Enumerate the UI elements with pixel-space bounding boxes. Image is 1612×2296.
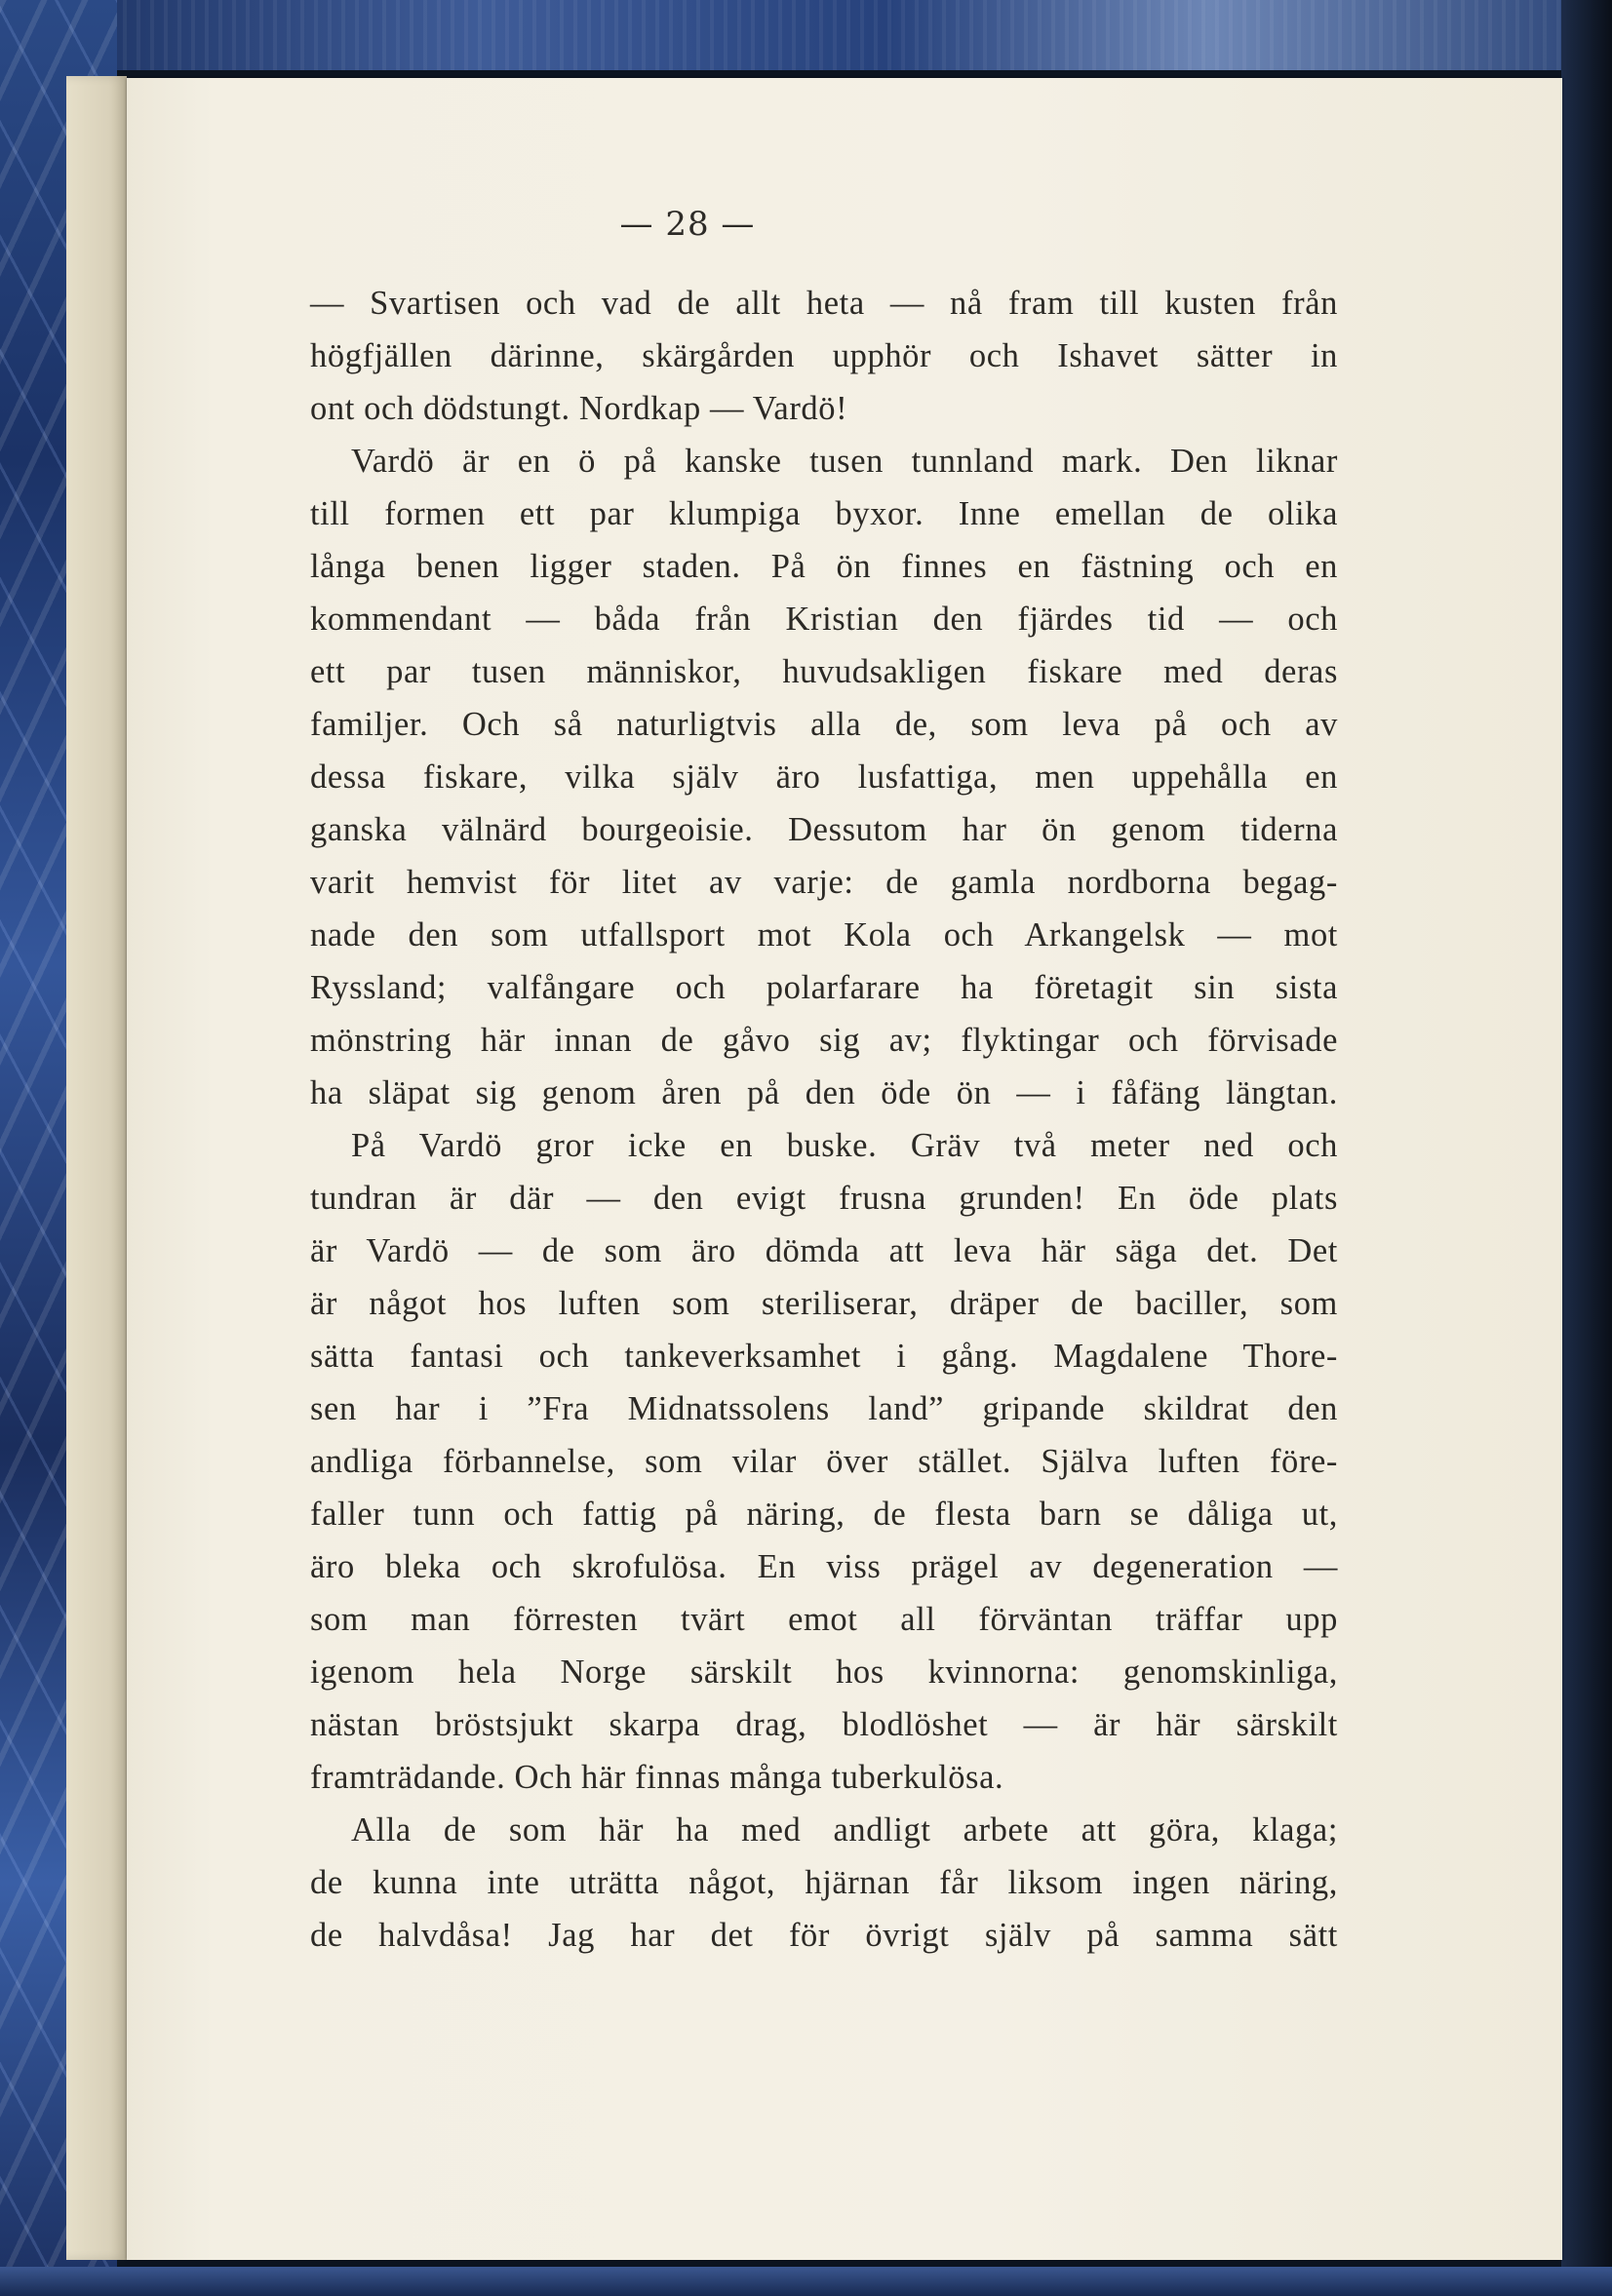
text-line: nästan bröstsjukt skarpa drag, blodlöshet — är här särskilt: [310, 1706, 1338, 1743]
text-line: kommendant — båda från Kristian den fjärdes tid — och: [310, 601, 1338, 638]
book-right-edge: [1561, 0, 1612, 2296]
text-line: varit hemvist för litet av varje: de gamla nordborna begag-: [310, 864, 1338, 901]
text-line: andliga förbannelse, som vilar över stället. Själva luften före-: [310, 1443, 1338, 1480]
text-line: de halvdåsa! Jag har det för övrigt själv på samma sätt: [310, 1917, 1338, 1954]
text-line: Ryssland; valfångare och polarfarare ha företagit sin sista: [310, 969, 1338, 1006]
text-line: — Svartisen och vad de allt heta — nå fram till kusten från: [310, 285, 1338, 322]
text-line: Alla de som här ha med andligt arbete att göra, klaga;: [351, 1811, 1338, 1848]
text-line: äro bleka och skrofulösa. En viss prägel av degeneration —: [310, 1548, 1338, 1585]
text-line: som man förresten tvärt emot all förväntan träffar upp: [310, 1601, 1338, 1638]
text-line: ganska välnärd bourgeoisie. Dessutom har ön genom tiderna: [310, 811, 1338, 848]
body-text: [310, 277, 1338, 1962]
text-line: ha släpat sig genom åren på den öde ön — i fåfäng längtan.: [310, 1074, 1338, 1111]
text-line: nade den som utfallsport mot Kola och Arkangelsk — mot: [310, 916, 1338, 953]
text-line: högfjällen därinne, skärgården upphör och Ishavet sätter in: [310, 337, 1338, 374]
text-line: är Vardö — de som äro dömda att leva här säga det. Det: [310, 1232, 1338, 1269]
text-line: faller tunn och fattig på näring, de flesta barn se dåliga ut,: [310, 1496, 1338, 1533]
page-number: — 28 —: [619, 205, 756, 244]
book-bottom-edge: [0, 2267, 1612, 2296]
text-line: framträdande. Och här finnas många tuberkulösa.: [310, 1759, 1004, 1796]
text-line: ett par tusen människor, huvudsakligen fiskare med deras: [310, 653, 1338, 690]
text-line: de kunna inte uträtta något, hjärnan får liksom ingen näring,: [310, 1864, 1338, 1901]
text-line: till formen ett par klumpiga byxor. Inne emellan de olika: [310, 495, 1338, 532]
text-line: sen har i ”Fra Midnatssolens land” gripande skildrat den: [310, 1390, 1338, 1427]
text-line: är något hos luften som steriliserar, dräper de baciller, som: [310, 1285, 1338, 1322]
text-line: igenom hela Norge särskilt hos kvinnorna: genomskinliga,: [310, 1654, 1338, 1691]
endpaper-strip: [66, 76, 127, 2260]
text-line: mönstring här innan de gåvo sig av; flyktingar och förvisade: [310, 1022, 1338, 1059]
text-line: På Vardö gror icke en buske. Gräv två meter ned och: [351, 1127, 1338, 1164]
text-line: ont och dödstungt. Nordkap — Vardö!: [310, 390, 848, 427]
text-line: familjer. Och så naturligtvis alla de, som leva på och av: [310, 706, 1338, 743]
book-top-edge: [0, 0, 1612, 70]
text-line: sätta fantasi och tankeverksamhet i gång. Magdalene Thore-: [310, 1338, 1338, 1375]
text-line: långa benen ligger staden. På ön finnes en fästning och en: [310, 548, 1338, 585]
text-line: dessa fiskare, vilka själv äro lusfattiga, men uppehålla en: [310, 759, 1338, 796]
text-line: Vardö är en ö på kanske tusen tunnland mark. Den liknar: [351, 443, 1338, 480]
text-line: tundran är där — den evigt frusna grunden! En öde plats: [310, 1180, 1338, 1217]
